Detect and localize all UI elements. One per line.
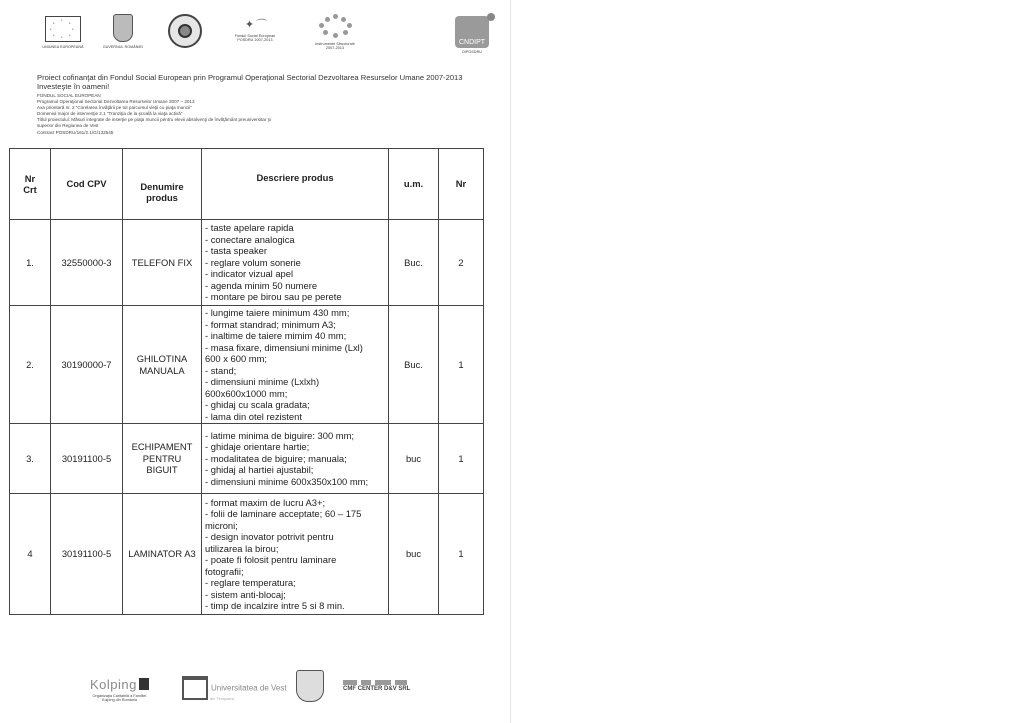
cell-denumire: TELEFON FIX xyxy=(123,220,202,306)
description-line: - timp de incalzire intre 5 si 8 min. xyxy=(205,600,345,611)
cell-um: buc xyxy=(389,424,439,494)
header-um: u.m. xyxy=(389,149,439,220)
project-detail-line: superior din Regiunea de Vest xyxy=(37,123,99,129)
description-line: - montare pe birou sau pe perete xyxy=(205,291,342,303)
cell-denumire: ECHIPAMENT PENTRU BIGUIT xyxy=(123,424,202,494)
description-line: - folii de laminare acceptate; 60 – 175 xyxy=(205,508,362,519)
description-line: - format standrad; minimum A3; xyxy=(205,318,336,330)
cell-descriere xyxy=(202,494,389,615)
project-detail-line: Titlul proiectului: Măsuri integrate de inserţie pe piaţa muncii pentru elevii absolvenţi de învăţământ preuniversitar şi xyxy=(37,117,271,123)
kolping-caption-2: Kolping din România xyxy=(101,698,137,703)
cndipt-logo xyxy=(445,16,499,54)
description-line: fotografii; xyxy=(205,565,244,577)
description-line: - poate fi folosit pentru laminare xyxy=(205,554,337,565)
description-line: 600x600x1000 mm; xyxy=(205,387,288,399)
description-line: - modalitatea de biguire; manuala; xyxy=(205,452,347,464)
cell-nr: 2 xyxy=(439,220,484,306)
cndipt-box-text: CNDIPT xyxy=(458,39,486,46)
cell-nr-crt: 2. xyxy=(10,306,51,424)
cell-denumire: LAMINATOR A3 xyxy=(123,494,202,615)
table-header-row xyxy=(10,149,484,220)
header-nr: Nr xyxy=(439,149,484,220)
cell-cod-cpv: 30191100-5 xyxy=(51,424,123,494)
description-line: - reglare volum sonerie xyxy=(205,256,301,268)
description-line: - lungime taiere minimum 430 mm; xyxy=(205,307,350,318)
cndipt-icon xyxy=(455,16,489,48)
table-row xyxy=(10,306,484,424)
description-line: - stand; xyxy=(205,364,237,376)
description-line: microni; xyxy=(205,519,238,531)
description-line: - ghidaj cu scala gradata; xyxy=(205,399,310,410)
cell-um: buc xyxy=(389,494,439,615)
eu-flag-icon: * * * * * * * * xyxy=(45,16,81,42)
header-nr-crt: Nr Crt xyxy=(10,149,51,220)
gov-caption: GUVERNUL ROMÂNIEI xyxy=(102,45,144,49)
gov-logo xyxy=(88,14,158,49)
is-logo xyxy=(300,14,370,50)
description-line: - ghidaje orientare hartie; xyxy=(205,441,310,453)
cell-nr-crt: 4 xyxy=(10,494,51,615)
dots-icon xyxy=(313,14,357,40)
kolping-word: Kolping xyxy=(90,677,137,692)
description-line: - reglare temperatura; xyxy=(205,577,296,588)
description-line: - latime minima de biguire: 300 mm; xyxy=(205,429,355,441)
description-line: - taste apelare rapida xyxy=(205,222,294,234)
table-row xyxy=(10,424,484,494)
description-line: - inaltime de taiere mimim 40 mm; xyxy=(205,330,347,341)
description-line: utilizarea la birou; xyxy=(205,542,279,554)
cell-nr-crt: 3. xyxy=(10,424,51,494)
cell-nr: 1 xyxy=(439,306,484,424)
cell-nr: 1 xyxy=(439,494,484,615)
description-line: - ghidaj al hartiei ajustabil; xyxy=(205,464,314,476)
cell-um: Buc. xyxy=(389,306,439,424)
cell-descriere xyxy=(202,220,389,306)
coat-of-arms-icon xyxy=(113,14,133,42)
project-detail-line: Axa prioritară nr. 2 “Corelarea învăţării pe tot parcursul vieţii cu piaţa muncii” xyxy=(37,105,192,111)
cell-descriere xyxy=(202,306,389,424)
description-line: 600 x 600 mm; xyxy=(205,353,268,364)
cell-cod-cpv: 30190000-7 xyxy=(51,306,123,424)
cell-cod-cpv: 30191100-5 xyxy=(51,494,123,615)
kolping-k-icon xyxy=(139,678,149,690)
kolping-caption-1: Organizaţia Caritabilă a Familiei xyxy=(92,694,147,698)
description-line: - sistem anti-blocaj; xyxy=(205,588,286,600)
cmf-logo xyxy=(343,680,410,692)
cndipt-caption: OIPOSDRU xyxy=(462,50,482,54)
fse-caption: Fondul Social European xyxy=(234,34,276,38)
header-descriere: Descriere produs xyxy=(202,149,389,220)
page-edge xyxy=(510,0,511,723)
cmf-bars-icon xyxy=(343,680,409,686)
description-line: - dimensiuni minime 600x350x100 mm; xyxy=(205,475,369,487)
project-line-1: Proiect cofinanţat din Fondul Social European prin Programul Operaţional Sectorial Dezvoltarea Resurselor Umane 2007-2013 xyxy=(37,73,463,82)
description-line: - indicator vizual apel xyxy=(205,268,294,280)
is-caption: Instrumente Structurale xyxy=(315,42,355,46)
project-detail-line: Contract POSDRU/161/2.1/G/132545 xyxy=(37,129,114,135)
fse-icon: ✦⌒ xyxy=(244,19,266,31)
cell-nr: 1 xyxy=(439,424,484,494)
description-line: - lama din otel rezistent xyxy=(205,410,302,422)
description-line: - conectare analogica xyxy=(205,233,295,245)
uvt-text: Universitatea de Vest xyxy=(211,683,287,693)
is-caption-2: 2007-2013 xyxy=(325,46,345,51)
project-detail-line: Programul Operaţional Sectorial Dezvoltarea Resurselor Umane 2007 – 2013 xyxy=(37,99,195,105)
fse-logo xyxy=(225,18,285,42)
cell-denumire: GHILOTINA MANUALA xyxy=(123,306,202,424)
description-line: - format maxim de lucru A3+; xyxy=(205,496,326,508)
products-table xyxy=(9,148,484,615)
fse-caption-2: POSDRU 2007-2013 xyxy=(237,38,273,43)
project-line-2: Investeşte în oameni! xyxy=(37,82,110,91)
project-detail-line: Domeniul major de intervenţie 2.1 “Tranziţia de la şcoală la viaţa activă” xyxy=(37,111,183,117)
table-row xyxy=(10,220,484,306)
seal-logo xyxy=(160,14,210,50)
uvt-subtitle: din Timişoara xyxy=(210,696,234,701)
cell-um: Buc. xyxy=(389,220,439,306)
project-detail-line: FONDUL SOCIAL EUROPEAN xyxy=(37,93,101,98)
header-denumire: Denumire produs xyxy=(123,149,202,220)
kolping-logo xyxy=(90,676,149,703)
description-line: - masa fixare, dimensiuni minime (Lxl) xyxy=(205,341,363,353)
description-line: - tasta speaker xyxy=(205,245,268,257)
crest-icon xyxy=(296,670,324,702)
cell-cod-cpv: 32550000-3 xyxy=(51,220,123,306)
description-line: - design inovator potrivit pentru xyxy=(205,531,334,542)
table-row xyxy=(10,494,484,615)
seal-icon xyxy=(168,14,202,48)
description-line: - dimensiuni minime (Lxlxh) xyxy=(205,376,320,387)
crest-logo xyxy=(296,670,324,702)
uvt-icon xyxy=(182,676,208,700)
cell-descriere xyxy=(202,424,389,494)
cmf-text: CMF CENTER D&V SRL xyxy=(343,686,411,692)
project-details xyxy=(37,93,271,136)
cell-nr-crt: 1. xyxy=(10,220,51,306)
uvt-logo xyxy=(182,676,287,701)
description-line: - agenda minim 50 numere xyxy=(205,279,318,291)
header-cod-cpv: Cod CPV xyxy=(51,149,123,220)
eu-caption: UNIUNEA EUROPEANĂ xyxy=(42,45,84,49)
